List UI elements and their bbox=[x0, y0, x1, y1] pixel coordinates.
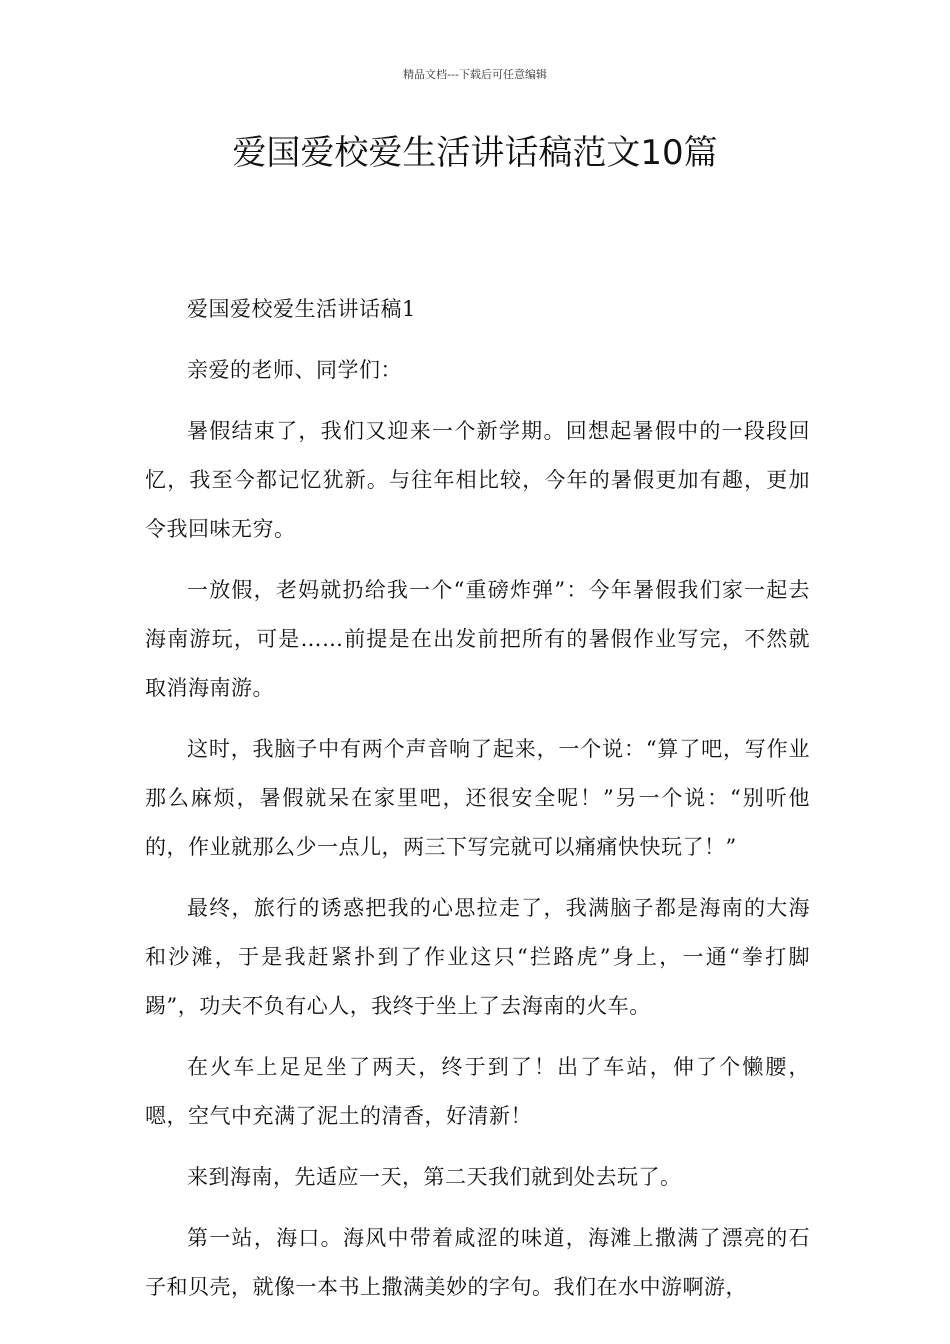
salutation: 亲爱的老师、同学们： bbox=[187, 358, 402, 382]
download-watermark: 精品文档---下载后可任意编辑 bbox=[403, 68, 547, 81]
paragraph: 来到海南，先适应一天，第二天我们就到处去玩了。 bbox=[187, 1165, 682, 1189]
paragraph: 这时，我脑子中有两个声音响了起来，一个说：“算了吧，写作业那么麻烦，暑假就呆在家里吧，还很安全呢！”另一个说：“别听他的，作业就那么少一点儿，两三下写完就可以痛痛快快玩了！” bbox=[145, 737, 810, 859]
paragraph: 最终，旅行的诱惑把我的心思拉走了，我满脑子都是海南的大海和沙滩，于是我赶紧扑到了作业这只“拦路虎”身上，一通“拳打脚踢”，功夫不负有心人，我终于坐上了去海南的火车。 bbox=[145, 896, 810, 1018]
paragraph: 暑假结束了，我们又迎来一个新学期。回想起暑假中的一段段回忆，我至今都记忆犹新。与往年相比较，今年的暑假更加有趣，更加令我回味无穷。 bbox=[145, 419, 810, 541]
paragraph: 一放假，老妈就扔给我一个“重磅炸弹”：今年暑假我们家一起去海南游玩，可是……前提是在出发前把所有的暑假作业写完，不然就取消海南游。 bbox=[145, 578, 810, 700]
paragraph: 第一站，海口。海风中带着咸涩的味道，海滩上撒满了漂亮的石子和贝壳，就像一本书上撒满美妙的字句。我们在水中游啊游， bbox=[145, 1226, 810, 1299]
section-heading: 爱国爱校爱生活讲话稿1 bbox=[187, 297, 416, 321]
document-body bbox=[145, 285, 810, 1324]
document-title: 爱国爱校爱生活讲话稿范文10篇 bbox=[232, 133, 718, 173]
paragraph: 在火车上足足坐了两天，终于到了！出了车站，伸了个懒腰，嗯，空气中充满了泥土的清香，好清新！ bbox=[145, 1055, 810, 1128]
